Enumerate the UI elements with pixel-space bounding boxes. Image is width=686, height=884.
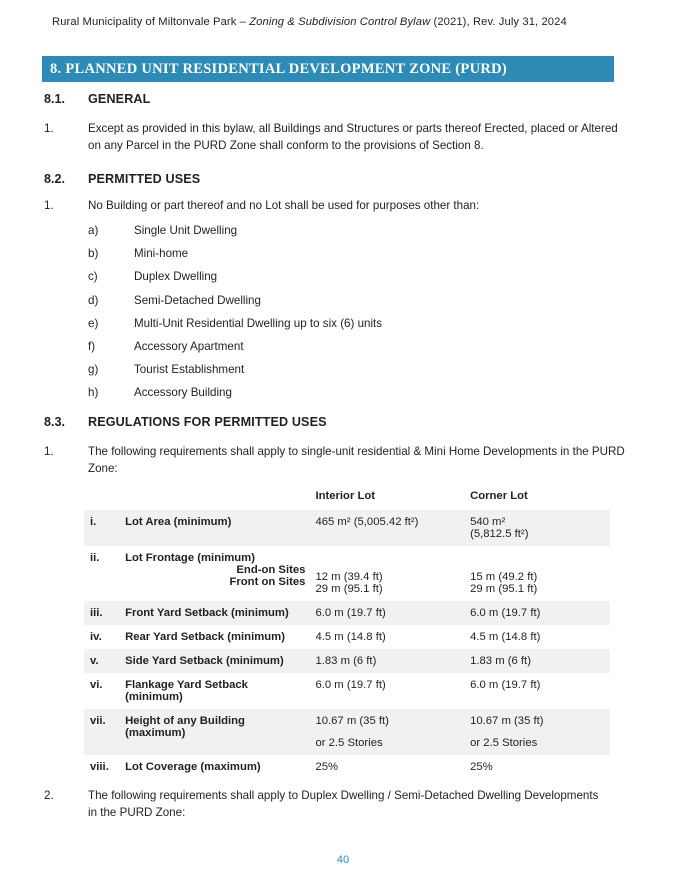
- list-item: [88, 270, 382, 293]
- list-item: [88, 294, 382, 317]
- list-item-text: Single Unit Dwelling: [134, 224, 238, 237]
- list-item: [88, 224, 382, 247]
- section-title-bar: [42, 56, 614, 82]
- list-item-text: Multi-Unit Residential Dwelling up to six (6) units: [134, 316, 383, 330]
- row-corner-value: 1.83 m (6 ft): [464, 649, 610, 673]
- item-8-1-1-text: Except as provided in this bylaw, all Buildings and Structures or parts thereof Erected, placed or Altered on any Parcel in the PURD Zone shall conform to the provisions of Section 8.: [88, 122, 618, 152]
- list-item-label: g): [88, 363, 99, 377]
- heading-8-3: [44, 415, 327, 429]
- item-8-3-1-text: The following requirements shall apply to single-unit residential & Mini Home Developments in the PURD Zone:: [88, 445, 625, 475]
- row-interior-value: [309, 709, 464, 755]
- list-item-label: b): [88, 247, 99, 261]
- row-corner-line1: 15 m (49.2 ft): [470, 571, 538, 583]
- table-row: [84, 546, 610, 601]
- list-item-text: Tourist Establishment: [134, 363, 245, 377]
- table-row: [84, 709, 610, 755]
- permitted-uses-list: [88, 224, 382, 410]
- item-8-1-1: [44, 121, 626, 155]
- row-interior-line1: 12 m (39.4 ft): [315, 571, 383, 583]
- row-corner-value: [464, 510, 610, 546]
- row-label: [119, 546, 309, 601]
- col-rownum: [84, 484, 119, 510]
- col-interior-lot: Interior Lot: [315, 490, 376, 502]
- list-item-label: d): [88, 293, 99, 307]
- item-8-3-2: [44, 788, 606, 822]
- item-8-2-1: [44, 198, 626, 215]
- col-label: [119, 484, 309, 510]
- row-interior-value: 25%: [309, 755, 464, 779]
- section-title-text: 8. PLANNED UNIT RESIDENTIAL DEVELOPMENT ZONE (PURD): [50, 60, 507, 77]
- list-item: [88, 317, 382, 340]
- row-label: Flankage Yard Setback (minimum): [119, 673, 309, 709]
- heading-8-2-title: PERMITTED USES: [88, 172, 201, 186]
- row-number: vii.: [84, 709, 119, 755]
- heading-8-2-number: 8.2.: [44, 172, 66, 186]
- row-number: vi.: [84, 673, 119, 709]
- item-8-3-1-number: 1.: [44, 445, 54, 458]
- row-number: v.: [84, 649, 119, 673]
- list-item: [88, 386, 382, 409]
- list-item-text: Semi-Detached Dwelling: [134, 293, 261, 307]
- page-number: 40: [336, 854, 350, 866]
- row-label: Rear Yard Setback (minimum): [119, 625, 309, 649]
- row-corner-value: [464, 709, 610, 755]
- row-interior-line2: or 2.5 Stories: [315, 737, 383, 749]
- row-sublabel-1: End-on Sites: [236, 564, 306, 576]
- list-item-text: Mini-home: [134, 247, 189, 261]
- row-corner-line2: 29 m (95.1 ft): [470, 583, 538, 595]
- header-suffix: (2021), Rev. July 31, 2024: [430, 16, 567, 28]
- row-number: viii.: [84, 755, 119, 779]
- table-row: [84, 601, 610, 625]
- row-sublabel-2: Front on Sites: [229, 576, 306, 588]
- list-item-text: Accessory Building: [134, 386, 232, 400]
- list-item-text: Accessory Apartment: [134, 339, 244, 353]
- list-item-label: f): [88, 339, 96, 353]
- heading-8-1: [44, 92, 150, 106]
- list-item: [88, 247, 382, 270]
- list-item-label: h): [88, 386, 99, 400]
- table-row: [84, 673, 610, 709]
- row-corner-line1: 10.67 m (35 ft): [470, 715, 544, 727]
- col-corner-lot: Corner Lot: [470, 490, 528, 502]
- list-item: [88, 363, 382, 386]
- table-row: [84, 649, 610, 673]
- heading-8-2: [44, 172, 200, 186]
- row-interior-value: 465 m² (5,005.42 ft²): [309, 510, 464, 546]
- row-interior-value: 4.5 m (14.8 ft): [309, 625, 464, 649]
- row-label: Lot Area (minimum): [119, 510, 309, 546]
- list-item-label: e): [88, 316, 99, 330]
- row-number: i.: [84, 510, 119, 546]
- row-corner-line2: (5,812.5 ft²): [470, 528, 529, 540]
- row-label: Front Yard Setback (minimum): [119, 601, 309, 625]
- row-corner-value: [464, 546, 610, 601]
- row-corner-line2: or 2.5 Stories: [470, 737, 538, 749]
- row-interior-value: [309, 546, 464, 601]
- item-8-3-2-text: The following requirements shall apply to Duplex Dwelling / Semi-Detached Dwelling Developments in the PURD Zone:: [88, 789, 599, 819]
- page-header: [52, 16, 646, 28]
- row-number: ii.: [84, 546, 119, 601]
- list-item-text: Duplex Dwelling: [134, 270, 218, 284]
- row-interior-line2: 29 m (95.1 ft): [315, 583, 383, 595]
- heading-8-1-number: 8.1.: [44, 92, 66, 106]
- row-label-text: Lot Frontage (minimum): [125, 552, 255, 564]
- list-item: [88, 340, 382, 363]
- row-corner-value: 6.0 m (19.7 ft): [464, 601, 610, 625]
- heading-8-3-number: 8.3.: [44, 415, 66, 429]
- list-item-label: a): [88, 224, 99, 237]
- row-label: Height of any Building (maximum): [119, 709, 309, 755]
- item-8-1-1-number: 1.: [44, 122, 54, 135]
- row-number: iii.: [84, 601, 119, 625]
- item-8-2-1-number: 1.: [44, 199, 54, 212]
- item-8-3-2-number: 2.: [44, 789, 54, 802]
- list-item-label: c): [88, 270, 98, 284]
- item-8-3-1: [44, 444, 626, 478]
- row-corner-value: 25%: [464, 755, 610, 779]
- row-corner-value: 4.5 m (14.8 ft): [464, 625, 610, 649]
- row-label: Lot Coverage (maximum): [119, 755, 309, 779]
- table-header-row: [84, 484, 610, 510]
- regulations-table: [84, 484, 610, 779]
- row-corner-line1: 540 m²: [470, 516, 506, 528]
- table-body: [84, 510, 610, 779]
- row-interior-line1: 10.67 m (35 ft): [315, 715, 389, 727]
- row-corner-value: 6.0 m (19.7 ft): [464, 673, 610, 709]
- heading-8-3-title: REGULATIONS FOR PERMITTED USES: [88, 415, 327, 429]
- table-row: [84, 755, 610, 779]
- header-title-italic: Zoning & Subdivision Control Bylaw: [249, 16, 431, 28]
- row-interior-value: 6.0 m (19.7 ft): [309, 601, 464, 625]
- item-8-2-1-text: No Building or part thereof and no Lot shall be used for purposes other than:: [88, 199, 480, 212]
- row-interior-value: 6.0 m (19.7 ft): [309, 673, 464, 709]
- row-interior-value: 1.83 m (6 ft): [309, 649, 464, 673]
- row-number: iv.: [84, 625, 119, 649]
- row-label: Side Yard Setback (minimum): [119, 649, 309, 673]
- table-header: [84, 484, 610, 510]
- table-row: [84, 625, 610, 649]
- header-prefix: Rural Municipality of Miltonvale Park –: [52, 16, 250, 28]
- heading-8-1-title: GENERAL: [88, 92, 151, 106]
- table-row: [84, 510, 610, 546]
